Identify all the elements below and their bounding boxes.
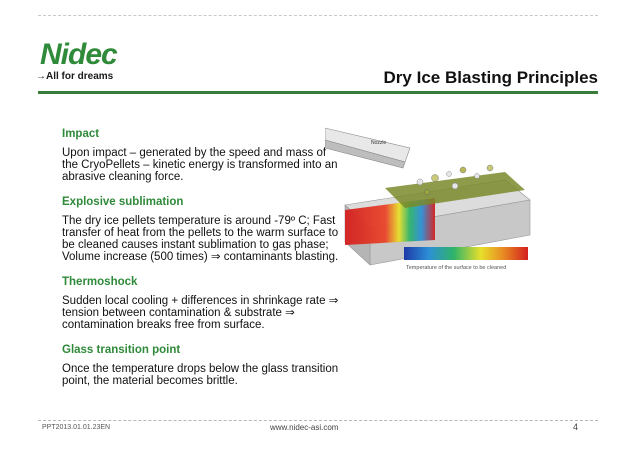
footer-website-link[interactable]: www.nidec-asi.com [270,423,339,432]
section-glass-transition [62,344,342,387]
footer-doc-id: PPT2013.01.01.23EN [42,424,111,431]
section-text: Sudden local cooling + differences in shrinkage rate ⇒ tension between contamination & substrate ⇒ contamination breaks free from surface. [62,295,339,331]
page-title: Dry Ice Blasting Principles [383,68,598,87]
section-text: Once the temperature drops below the glass transition point, the material becomes brittle. [62,363,339,387]
temperature-legend-bar [404,247,528,260]
section-text: Upon impact – generated by the speed and mass of the CryoPellets – kinetic energy is transformed into an abrasive cleaning force. [62,147,338,183]
section-heading: Thermoshock [62,276,138,288]
svg-text:Nidec: Nidec [40,40,117,70]
top-divider [38,15,598,16]
footer-divider [38,420,598,421]
tagline: →All for dreams [36,71,114,82]
temperature-legend-label: Temperature of the surface to be cleaned [406,265,507,271]
section-explosive-sublimation [62,196,342,263]
tagline-arrow-icon: → [36,71,46,82]
section-heading: Explosive sublimation [62,196,184,208]
section-heading: Glass transition point [62,344,181,356]
page-number: 4 [573,422,579,432]
section-text: The dry ice pellets temperature is around -79º C; Fast transfer of heat from the pellets to the warm surface to be cleaned causes instant sublimation to gas phase; Volume increase (500 times) ⇒ contaminants blasting. [62,215,339,263]
section-thermoshock [62,276,342,331]
section-heading: Impact [62,128,100,140]
title-rule [38,91,598,94]
section-impact [62,128,342,183]
principles-list [62,128,342,400]
nozzle-label: Nozzle [371,140,387,146]
